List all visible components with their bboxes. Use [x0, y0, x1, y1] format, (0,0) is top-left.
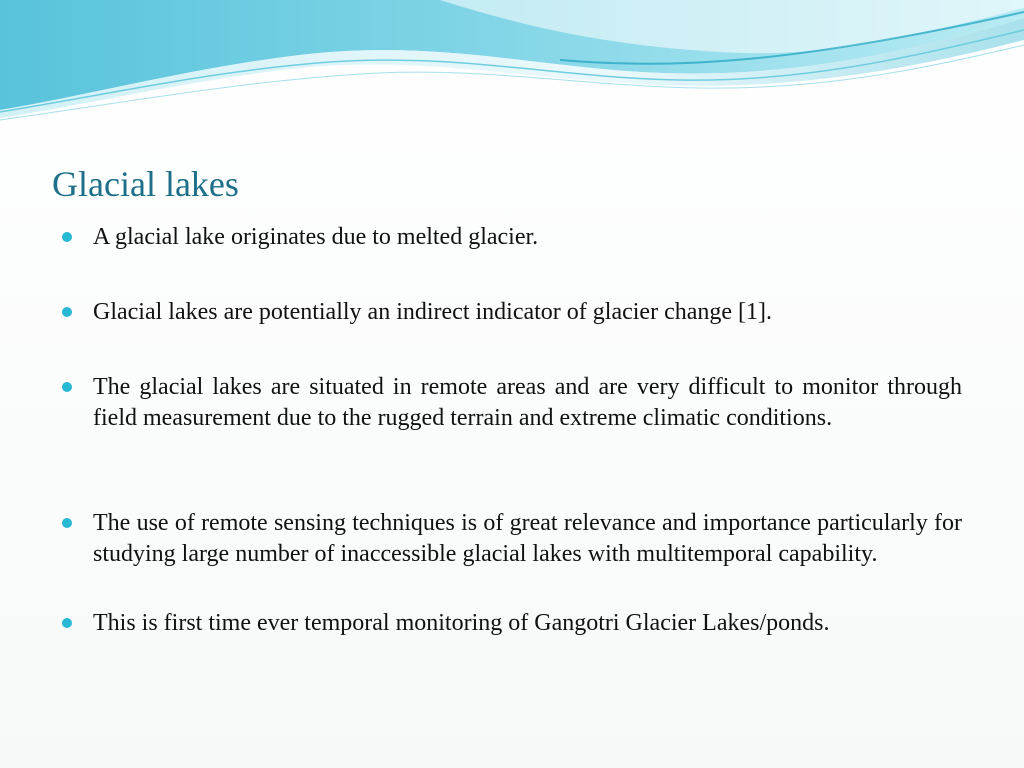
- slide-title: Glacial lakes: [52, 164, 239, 204]
- bullet-item: [62, 508, 962, 570]
- bullet-item: [62, 297, 962, 328]
- bullet-item: [62, 608, 962, 639]
- bullet-dot-icon: [62, 382, 72, 392]
- bullet-item: [62, 372, 962, 434]
- bullet-item: [62, 222, 962, 253]
- bullet-text: This is first time ever temporal monitoring of Gangotri Glacier Lakes/ponds.: [93, 610, 830, 636]
- bullet-dot-icon: [62, 518, 72, 528]
- bullet-text: Glacial lakes are potentially an indirect indicator of glacier change [1].: [93, 299, 773, 325]
- bullet-text: The use of remote sensing techniques is of great relevance and importance particularly for studying large number of inaccessible glacial lakes with multitemporal capability.: [93, 510, 962, 567]
- bullet-dot-icon: [62, 232, 72, 242]
- bullet-text: A glacial lake originates due to melted glacier.: [93, 224, 539, 250]
- bullet-dot-icon: [62, 618, 72, 628]
- bullet-dot-icon: [62, 307, 72, 317]
- bullet-text: The glacial lakes are situated in remote areas and are very difficult to monitor through field measurement due to the rugged terrain and extreme climatic conditions.: [93, 374, 962, 431]
